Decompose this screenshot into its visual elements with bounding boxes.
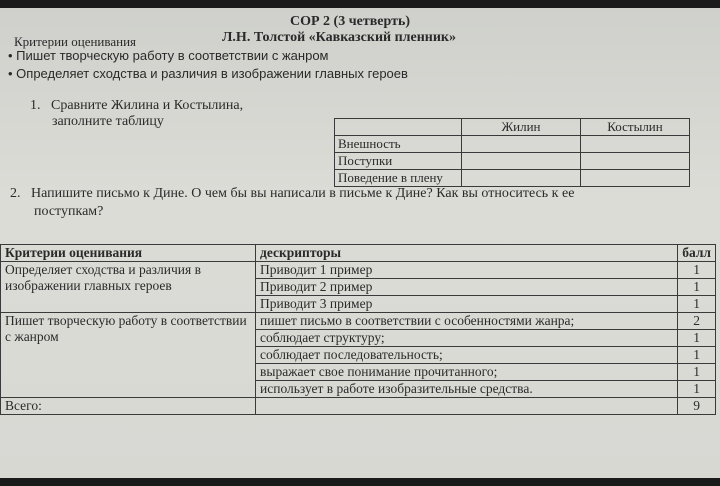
page-title: СОР 2 (3 четверть)	[290, 14, 411, 29]
task2-number: 2.	[10, 186, 21, 201]
comparison-table	[334, 118, 690, 187]
rubric-descriptor: использует в работе изобразительные средства.	[256, 381, 678, 398]
rubric-score: 1	[678, 364, 716, 381]
table-row	[335, 153, 690, 170]
table-header-row	[335, 119, 690, 136]
rubric-score: 1	[678, 279, 716, 296]
rubric-header-descriptors: дескрипторы	[256, 245, 678, 262]
rubric-header-criteria: Критерии оценивания	[1, 245, 256, 262]
answer-cell[interactable]	[462, 170, 581, 187]
task1-text: 1. Сравните Жилина и Костылина,	[30, 98, 244, 113]
rubric-total-row	[1, 398, 716, 415]
table-corner-cell	[335, 119, 462, 136]
rubric-criterion: Определяет сходства и различия в изображении главных героев	[1, 262, 256, 313]
rubric-descriptor: выражает свое понимание прочитанного;	[256, 364, 678, 381]
table-row	[1, 262, 716, 279]
column-header-zhilin: Жилин	[462, 119, 581, 136]
total-empty-cell	[256, 398, 678, 415]
rubric-score: 1	[678, 296, 716, 313]
answer-cell[interactable]	[581, 153, 690, 170]
rubric-criterion: Пишет творческую работу в соответствии с жанром	[1, 313, 256, 398]
rubric-descriptor: Приводит 2 пример	[256, 279, 678, 296]
total-label: Всего:	[1, 398, 256, 415]
task2-text-line2: поступкам?	[34, 204, 104, 219]
rubric-score: 1	[678, 330, 716, 347]
criteria-item-2: • Определяет сходства и различия в изображении главных героев	[8, 66, 408, 81]
answer-cell[interactable]	[462, 153, 581, 170]
total-score: 9	[678, 398, 716, 415]
rubric-header-row	[1, 245, 716, 262]
rubric-score: 1	[678, 262, 716, 279]
criteria-label: Критерии оценивания	[14, 34, 137, 49]
row-label: Поведение в плену	[335, 170, 462, 187]
rubric-descriptor: соблюдает последовательность;	[256, 347, 678, 364]
task2-text: 2. Напишите письмо к Дине. О чем бы вы написали в письме к Дине? Как вы относитесь к ее	[10, 186, 575, 201]
table-row	[335, 170, 690, 187]
table-row	[1, 313, 716, 330]
column-header-kostylin: Костылин	[581, 119, 690, 136]
rubric-descriptor: пишет письмо в соответствии с особенностями жанра;	[256, 313, 678, 330]
task1-text-line2: заполните таблицу	[52, 114, 164, 129]
criteria-item-1: • Пишет творческую работу в соответствии с жанром	[8, 48, 329, 63]
table-row	[335, 136, 690, 153]
rubric-descriptor: Приводит 3 пример	[256, 296, 678, 313]
rubric-descriptor: Приводит 1 пример	[256, 262, 678, 279]
answer-cell[interactable]	[462, 136, 581, 153]
answer-cell[interactable]	[581, 170, 690, 187]
rubric-header-score: балл	[678, 245, 716, 262]
rubric-descriptor: соблюдает структуру;	[256, 330, 678, 347]
rubric-score: 1	[678, 381, 716, 398]
answer-cell[interactable]	[581, 136, 690, 153]
rubric-table	[0, 244, 716, 415]
rubric-score: 2	[678, 313, 716, 330]
row-label: Внешность	[335, 136, 462, 153]
page-subtitle: Л.Н. Толстой «Кавказский пленник»	[222, 30, 456, 45]
rubric-score: 1	[678, 347, 716, 364]
worksheet-page	[0, 8, 720, 478]
row-label: Поступки	[335, 153, 462, 170]
task1-number: 1.	[30, 98, 41, 113]
